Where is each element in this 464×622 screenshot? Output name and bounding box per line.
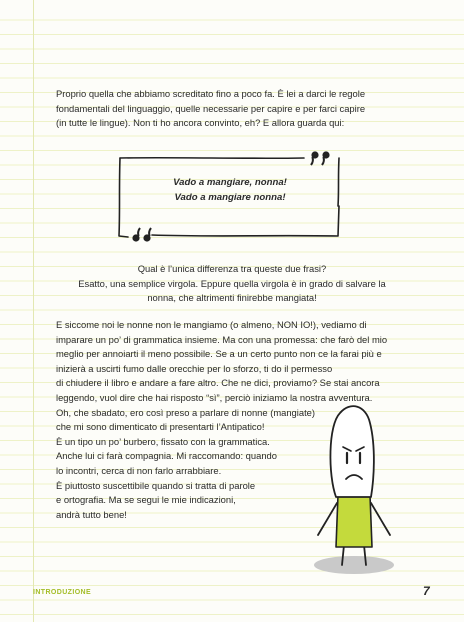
text-line: meglio per annoiarti il meno possibile. Se a un certo punto non ce la farai più e — [56, 348, 382, 360]
text-line: di chiudere il libro e andare a fare altro. Che ne dici, proviamo? Se stai ancora — [56, 377, 380, 389]
quote-open-icon — [132, 228, 151, 242]
text-line: leggendo, vuol dire che hai risposto “sì”, perciò iniziamo la nostra avventura. — [56, 391, 373, 403]
quote-line: Vado a mangiare nonna! — [174, 191, 286, 203]
text-line: nonna, che altrimenti finirebbe mangiata! — [147, 292, 317, 304]
text-line: andrà tutto bene! — [56, 508, 127, 520]
text-line: lo incontri, cerca di non farlo arrabbiare. — [56, 464, 222, 476]
text-line: Anche lui ci farà compagnia. Mi raccomando: quando — [56, 450, 277, 462]
character-body — [336, 495, 372, 547]
question-paragraph — [0, 262, 464, 306]
intro-paragraph — [56, 87, 365, 131]
text-line: E siccome noi le nonne non le mangiamo (o almeno, NON IO!), vediamo di — [56, 319, 367, 330]
section-label: INTRODUZIONE — [33, 589, 92, 596]
character-head — [330, 406, 373, 497]
margin-line — [33, 0, 34, 622]
text-line: inizierà a uscirti fumo dalle orecchie per lo sforzo, ti do il permesso — [56, 362, 333, 374]
quote-close-icon — [311, 151, 330, 165]
text-line: imparare un po’ di grammatica insieme. Ma con una promessa: che farò del mio — [56, 333, 388, 345]
text-line: Esatto, una semplice virgola. Eppure quella virgola è in grado di salvare la — [78, 277, 386, 289]
antipatico-character — [300, 395, 410, 580]
quote-line: Vado a mangiare, nonna! — [173, 177, 287, 188]
text-line: Qual è l’unica differenza tra queste due frasi? — [137, 263, 327, 274]
text-line: È un tipo un po’ burbero, fissato con la grammatica. — [56, 435, 270, 447]
text-line: Oh, che sbadato, ero così preso a parlare di nonne (mangiate) — [56, 406, 316, 418]
text-line: e ortografia. Ma se segui le mie indicazioni, — [56, 494, 236, 506]
character-shadow — [314, 556, 394, 574]
quote-text — [118, 176, 342, 205]
text-line: fondamentali del linguaggio, quelle necessarie per capire e per farci capire — [56, 102, 366, 114]
text-line: che mi sono dimenticato di presentarti l’Antipatico! — [56, 421, 265, 433]
text-line: (in tutte le lingue). Non ti ho ancora convinto, eh? E allora guarda qui: — [56, 117, 345, 129]
text-line: Proprio quella che abbiamo screditato fino a poco fa. È lei a darci le regole — [56, 88, 366, 99]
page-number: 7 — [423, 584, 430, 598]
text-line: È piuttosto suscettibile quando si tratta di parole — [56, 479, 256, 491]
